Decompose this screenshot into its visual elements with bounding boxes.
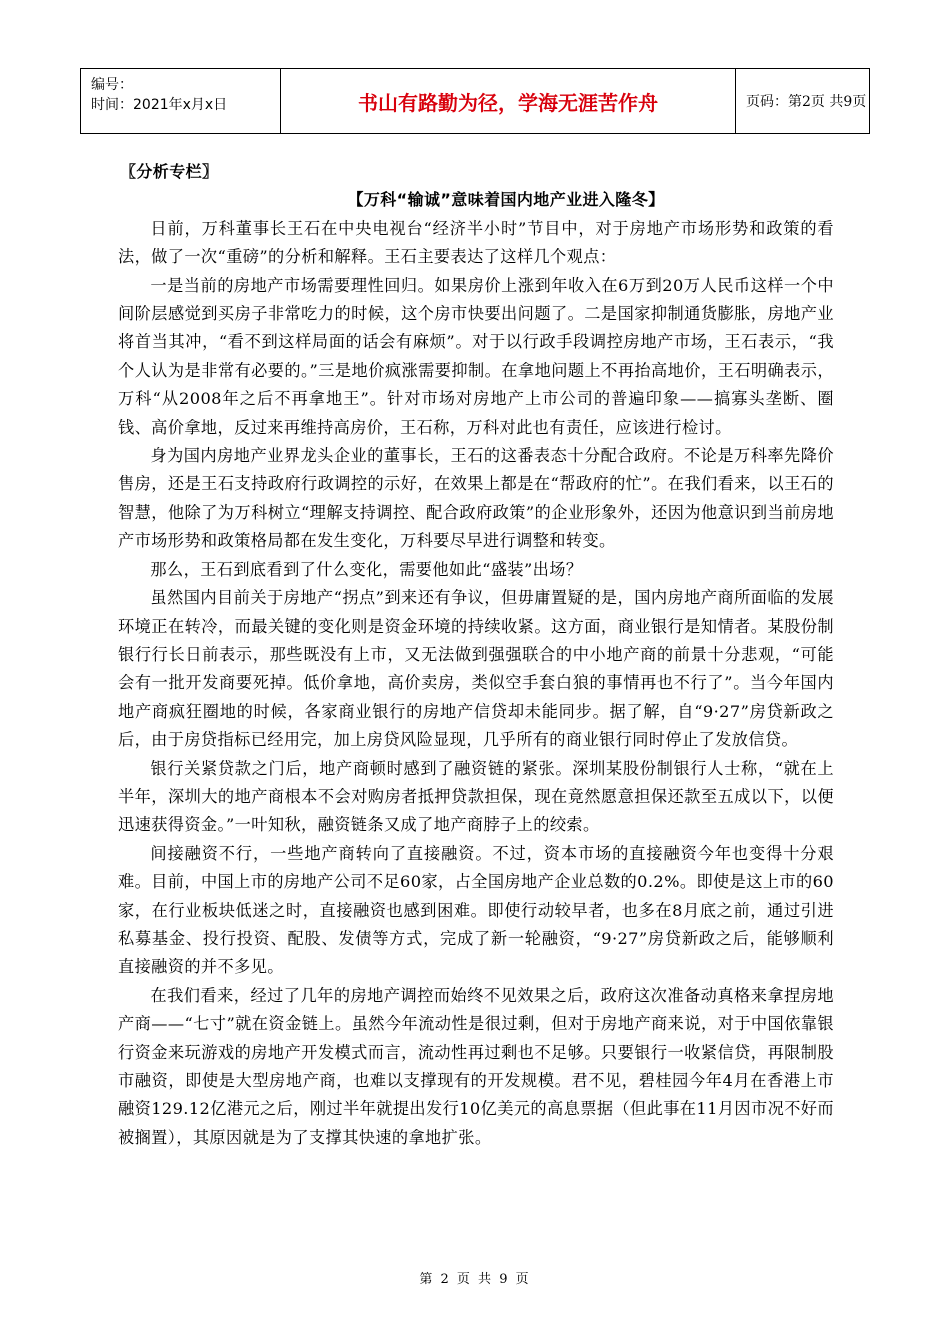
page-footer: 第 2 页 共 9 页 (419, 1272, 531, 1287)
paragraph-viewpoints: 一是当前的房地产市场需要理性回归。如果房价上涨到年收入在6万到20万人民币这样一个中间阶层感觉到买房子非常吃力的时候，这个房市快要出问题了。二是国家抑制通货膨胀，房地产业将首当其冲，“看不到这样局面的话会有麻烦”。对于以行政手段调控房地产市场，王石表示，“我个人认为是非常有必要的。”三是地价疯涨需要抑制。在拿地问题上不再抬高地价，王石明确表示，万科“从2008年之后不再拿地王”。针对市场对房地产上市公司的普遍印象——搞寡头垄断、圈钱、高价拿地，反过来再维持高房价，王石称，万科对此也有责任，应该进行检讨。 (118, 275, 834, 437)
section-label: 〖分析专栏〗 (120, 162, 219, 181)
document-number-label: 编号： (91, 77, 133, 93)
document-header (80, 68, 870, 134)
article-title: 【万科“输诚”意味着国内地产业进入隆冬】 (347, 190, 665, 210)
document-body (118, 158, 834, 1152)
paragraph-question: 那么，王石到底看到了什么变化，需要他如此“盛装”出场？ (150, 559, 583, 579)
header-slogan: 书山有路勤为径，学海无涯苦作舟 (281, 69, 736, 133)
paragraph-financing-chain: 银行关紧贷款之门后，地产商顿时感到了融资链的紧张。深圳某股份制银行人士称，“就在上半年，深圳大的地产商根本不会对购房者抵押贷款担保，现在竟然愿意担保还款至五成以下，以便迅速获得资金。”一叶知秋，融资链条又成了地产商脖子上的绞索。 (118, 758, 834, 835)
paragraph-direct-financing: 间接融资不行，一些地产商转向了直接融资。不过，资本市场的直接融资今年也变得十分艰难。目前，中国上市的房地产公司不足60家，占全国房地产企业总数的0.2%。即使是这上市的60家，在行业板块低迷之时，直接融资也感到困难。即使行动较早者，也多在8月底之前，通过引进私募基金、投行投资、配股、发债等方式，完成了新一轮融资，“9·27”房贷新政之后，能够顺利直接融资的并不多见。 (118, 843, 834, 977)
header-page-info: 页码：第2页 共9页 (746, 94, 867, 110)
paragraph-credit-tightening: 虽然国内目前关于房地产“拐点”到来还有争议，但毋庸置疑的是，国内房地产商所面临的发展环境正在转冷，而最关键的变化则是资金环境的持续收紧。这方面，商业银行是知情者。某股份制银行行长日前表示，那些既没有上市，又无法做到强强联合的中小地产商的前景十分悲观，“可能会有一批开发商要死掉。低价拿地，高价卖房，类似空手套白狼的事情再也不行了”。当今年国内地产商疯狂圈地的时候，各家商业银行的房地产信贷却未能同步。据了解，自“9·27”房贷新政之后，由于房贷指标已经用完，加上房贷风险显现，几乎所有的商业银行同时停止了发放信贷。 (118, 588, 834, 750)
header-meta-cell (81, 69, 281, 133)
paragraph-conclusion: 在我们看来，经过了几年的房地产调控而始终不见效果之后，政府这次准备动真格来拿捏房地产商——“七寸”就在资金链上。虽然今年流动性是很过剩，但对于房地产商来说，对于中国依靠银行资金来玩游戏的房地产开发模式而言，流动性再过剩也不足够。只要银行一收紧信贷，再限制股市融资，即使是大型房地产商，也难以支撑现有的开发规模。君不见，碧桂园今年4月在香港上市融资129.12亿港元之后，刚过半年就提出发行10亿美元的高息票据（但此事在11月因市况不好而被搁置），其原因就是为了支撑其快速的拿地扩张。 (118, 985, 834, 1147)
document-date-label: 时间：2021年x月x日 (91, 97, 228, 113)
paragraph-intro: 日前，万科董事长王石在中央电视台“经济半小时”节目中，对于房地产市场形势和政策的看法，做了一次“重磅”的分析和解释。王石主要表达了这样几个观点： (118, 218, 834, 267)
paragraph-stance: 身为国内房地产业界龙头企业的董事长，王石的这番表态十分配合政府。不论是万科率先降价售房，还是王石支持政府行政调控的示好，在效果上都是在“帮政府的忙”。在我们看来，以王石的智慧，他除了为万科树立“理解支持调控、配合政府政策”的企业形象外，还因为他意识到当前房地产市场形势和政策格局都在发生变化，万科要尽早进行调整和转变。 (118, 446, 834, 551)
